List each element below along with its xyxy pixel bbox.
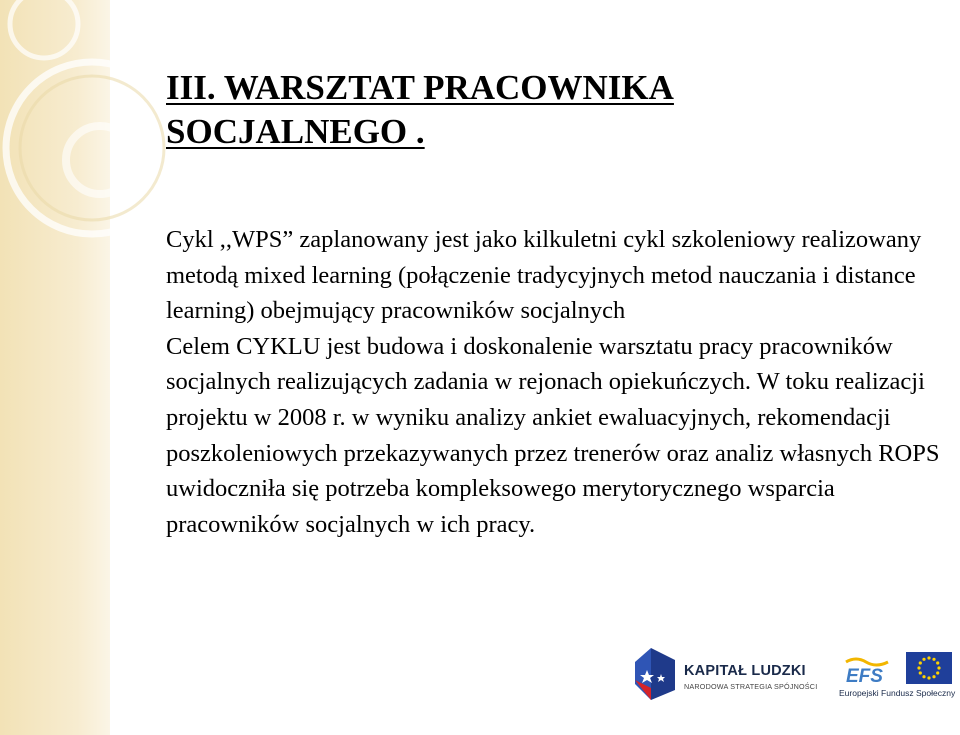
kapital-ludzki-emblem-icon (631, 644, 677, 702)
kapital-ludzki-subtitle: NARODOWA STRATEGIA SPÓJNOŚCI (684, 682, 818, 691)
kapital-ludzki-title: KAPITAŁ LUDZKI (684, 663, 806, 679)
slide-title: III. WARSZTAT PRACOWNIKA SOCJALNEGO . (166, 68, 674, 151)
slide-body (166, 222, 946, 542)
funding-logos (620, 632, 960, 717)
body-paragraph-goal: Celem CYKLU jest budowa i doskonalenie warsztatu pracy pracowników socjalnych realizujących zadania w rejonach opiekuńczych. W toku realizacji projektu w 2008 r. w wyniku analizy ankiet ewaluacyjnych, rekomendacji poszkoleniowych przekazywanych przez trenerów oraz analiz własnych ROPS uwidoczniła się potrzeba kompleksowego merytorycznego wsparcia pracowników socjalnych w ich pracy. (166, 332, 940, 538)
efs-logo-icon (842, 654, 898, 688)
efs-logo-text: EFS (846, 666, 883, 687)
efs-caption: Europejski Fundusz Społeczny (839, 688, 956, 698)
eu-flag-icon (906, 652, 952, 684)
body-paragraph-cycle: Cykl ,,WPS” zaplanowany jest jako kilkuletni cykl szkoleniowy realizowany metodą mixed learning (połączenie tradycyjnych metod nauczania i distance learning) obejmujący pracowników socjalnych (166, 226, 922, 325)
